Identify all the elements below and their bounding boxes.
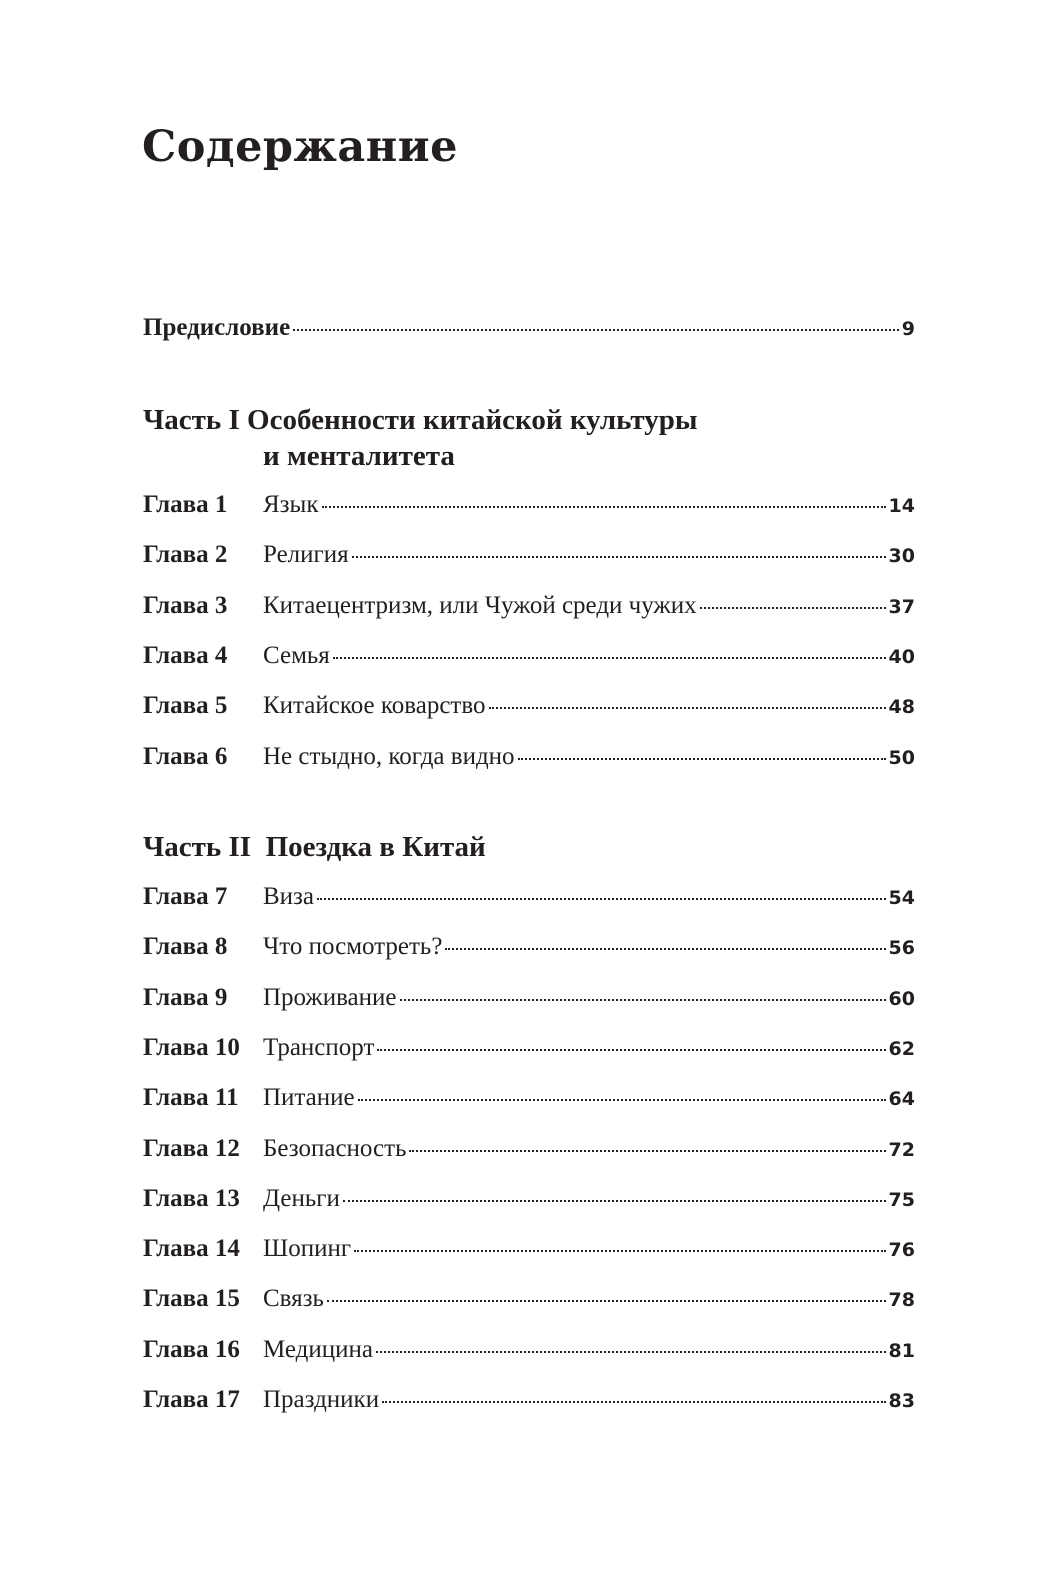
chapter-label: Глава 9 [143,983,228,1011]
part-title-cont: и менталитета [263,440,455,472]
chapter-title: Шопинг [263,1235,352,1263]
dot-leader [382,1401,885,1403]
chapter-title: Китаецентризм, или Чужой среди чужих [263,591,697,619]
dot-leader [333,657,886,659]
page-number: 78 [888,1289,915,1312]
page-number: 30 [888,545,915,568]
page-number: 40 [888,645,915,668]
dot-leader [700,607,886,609]
chapter-title: Питание [263,1084,355,1112]
toc-entry-preface[interactable] [143,314,915,348]
page-number: 14 [888,495,915,517]
page-number: 37 [888,595,915,618]
dot-leader [354,1250,885,1252]
dot-leader [489,707,886,709]
toc-entry[interactable] [143,491,915,525]
toc-entry[interactable] [143,1336,915,1370]
dot-leader [343,1200,886,1202]
chapter-title: Виза [263,883,315,910]
dot-leader [322,506,886,508]
dot-leader [445,948,885,950]
toc-entry[interactable] [143,1285,915,1319]
toc-entry[interactable] [143,642,915,676]
chapter-label: Глава 11 [143,1084,239,1112]
chapter-label: Глава 7 [143,883,228,910]
dot-leader [409,1150,885,1152]
page-number: 54 [888,887,915,909]
chapter-title: Праздники [263,1386,380,1413]
page-number: 9 [901,318,915,340]
page-number: 76 [888,1239,915,1262]
page-number: 60 [888,987,915,1010]
chapter-label: Глава 4 [143,641,228,669]
page-number: 50 [888,746,915,769]
toc-entry[interactable] [143,743,915,777]
chapter-title: Китайское коварство [263,692,486,720]
chapter-title: Связь [263,1285,324,1313]
chapter-label: Глава 10 [143,1033,240,1061]
part-label: Часть I [143,404,240,436]
dot-leader [377,1049,885,1051]
chapter-label: Глава 16 [143,1335,240,1363]
dot-leader [352,556,886,558]
chapter-label: Глава 2 [143,541,228,569]
page-number: 72 [888,1138,915,1161]
chapter-title: Что посмотреть? [263,933,443,961]
dot-leader [327,1300,886,1302]
part-title: Особенности китайской культуры [247,404,698,436]
chapter-label: Глава 17 [143,1386,240,1413]
chapter-title: Не стыдно, когда видно [263,742,515,770]
page-number: 56 [888,937,915,960]
dot-leader [376,1351,886,1353]
dot-leader [317,898,886,900]
dot-leader [293,329,899,331]
chapter-title: Транспорт [263,1033,375,1061]
chapter-title: Медицина [263,1335,373,1363]
chapter-title: Язык [263,491,319,518]
toc-entry[interactable] [143,1084,915,1118]
toc-entry[interactable] [143,692,915,726]
page-number: 48 [888,696,915,719]
part-label: Часть II [143,831,252,863]
part-heading-1 [143,402,698,474]
toc-entry[interactable] [143,1034,915,1068]
chapter-title: Проживание [263,983,397,1011]
chapter-label: Глава 6 [143,742,228,770]
toc-entry[interactable] [143,1135,915,1169]
part-title: Поездка в Китай [265,831,486,863]
part-heading-2 [143,829,486,865]
page-number: 83 [888,1390,915,1412]
toc-entry[interactable] [143,1386,915,1420]
toc-entry[interactable] [143,541,915,575]
toc-entry[interactable] [143,933,915,967]
chapter-label: Глава 15 [143,1285,240,1313]
chapter-label: Глава 13 [143,1184,240,1212]
dot-leader [358,1099,886,1101]
chapter-title: Религия [263,541,349,569]
toc-entry[interactable] [143,1235,915,1269]
page-number: 75 [888,1188,915,1211]
toc-entry[interactable] [143,1185,915,1219]
dot-leader [400,999,886,1001]
chapter-label: Глава 5 [143,692,228,720]
page-number: 64 [888,1088,915,1111]
chapter-label: Глава 8 [143,933,228,961]
entry-title: Предисловие [143,314,291,341]
page-number: 81 [888,1339,915,1362]
toc-entry[interactable] [143,592,915,626]
chapter-title: Безопасность [263,1134,407,1162]
chapter-label: Глава 1 [143,491,228,518]
page-number: 62 [888,1037,915,1060]
chapter-label: Глава 3 [143,591,228,619]
chapter-label: Глава 12 [143,1134,240,1162]
chapter-title: Семья [263,641,330,669]
page-title: Содержание [142,122,458,172]
dot-leader [518,758,886,760]
toc-entry[interactable] [143,984,915,1018]
chapter-title: Деньги [263,1184,340,1212]
chapter-label: Глава 14 [143,1235,240,1263]
toc-entry[interactable] [143,883,915,917]
